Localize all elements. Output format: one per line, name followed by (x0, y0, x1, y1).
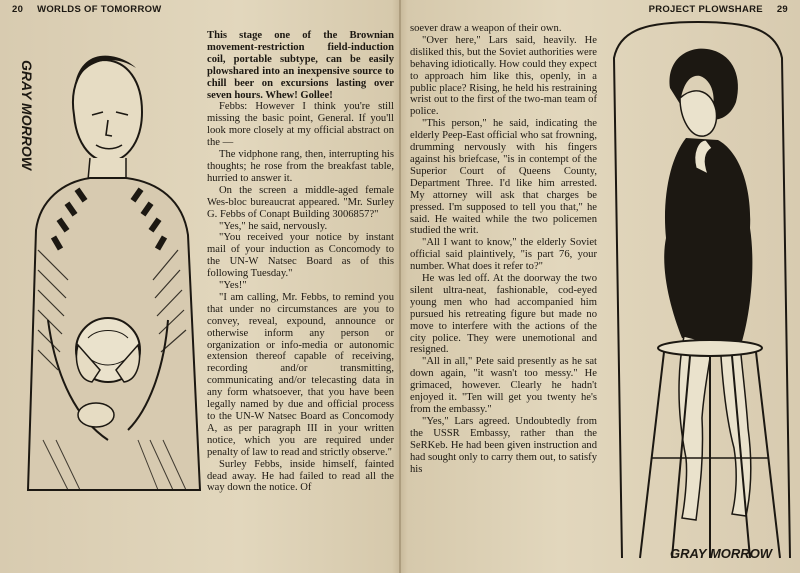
right-illustration (600, 18, 796, 570)
right-page-header (649, 4, 788, 15)
left-page-header (12, 4, 162, 15)
left-paragraph: "Yes!" (219, 280, 247, 292)
man-with-sphere-drawing (8, 20, 208, 570)
right-paragraph: soever draw a weapon of their own. (410, 23, 562, 34)
right-running-head: PROJECT PLOWSHARE (648, 4, 763, 15)
left-page-number: 20 (12, 4, 24, 15)
right-paragraph: "All I want to know," the elderly Soviet official said plaintively, "is part 76, your number. What does it refer to?" (410, 237, 597, 273)
right-paragraph: "Yes," Lars agreed. Undoubtedly from the USSR Embassy, rather than the SeRKeb. He had been given instruction and had sought only to carry them out, to satisfy his (410, 415, 597, 475)
right-paragraph: "All in all," Pete said presently as he sat down again, "it wasn't too messy." He grimaced, however. Clearly he hadn't enjoyed it. "Ten will get you twenty he's from the embassy." (410, 356, 597, 415)
right-paragraph: He was led off. At the doorway the two silent ultra-neat, fashionable, cod-eyed young men who had accompanied him pursued his retreating figure but made no move to interfere with the actions of the city police. They were unemotional and resigned. (410, 273, 597, 356)
left-paragraph: On the screen a middle-aged female Wes-bloc bureaucrat appeared. "Mr. Surley G. Febbs of Conapt Building 3006857?" (207, 184, 394, 220)
right-page-number: 29 (776, 4, 788, 15)
right-paragraph: "Over here," Lars said, heavily. He disliked this, but the Soviet authorities were behaving idiotically. How could they expect to approach him like this, openly, in a public place? Rising, he held his restraining wrist out to the first of the two-man team of police. (410, 34, 598, 118)
right-paragraph: "This person," he said, indicating the elderly Peep-East official who sat frowning, drumming nervously with his fingers against his briefcase, "is in contempt of the Superior Court of Queens County, Department Three. I'd like him arrested. My attorney will ask that charges be pressed. I'm supposed to tell you that," he said. He waited while the two policemen studied the writ. (410, 118, 597, 237)
left-paragraph: Febbs: However I think you're still missing the basic point, General. If you'll look more closely at my official abstract on the — (207, 101, 394, 149)
seated-woman-drawing (600, 18, 796, 570)
left-paragraph: This stage one of the Brownian movement-restriction field-induction coil, portable subtype, can be easily plowshared into an inexpensive source to chill beer on excursions lasting over seven hours. Whew! Gollee! (207, 30, 394, 101)
left-paragraph: "Yes," he said, nervously. (219, 220, 328, 232)
left-paragraph: The vidphone rang, then, interrupting his thoughts; he rose from the breakfast table, hurried to answer it. (207, 149, 394, 184)
left-illustration (8, 20, 208, 570)
left-paragraph: "I am calling, Mr. Febbs, to remind you that under no circumstances are you to convey, reveal, expound, announce or otherwise inform any person or organization or info-media or autonomic extension thereof capable of receiving, recording and/or transmitting, communicating and/or telecasting data in any form whatsoever, that you have been legally named by due and official process to the UN-W Natsec Board as Concomody A, as per paragraph III in your written notice, which you are required under penalty of law to read and strictly observe." (207, 291, 394, 458)
left-text-column (207, 30, 394, 494)
left-paragraph: Surley Febbs, inside himself, fainted dead away. He had failed to read all the way down the notice. Of (207, 458, 394, 494)
right-illustration-signature: GRAY MORROW (670, 546, 773, 561)
left-paragraph: "You received your notice by instant mail of your induction as Concomody to the UN-W Natsec Board as of this following Tuesday." (207, 232, 394, 280)
page-gutter (399, 0, 401, 573)
right-text-column (410, 23, 597, 475)
left-running-head: WORLDS OF TOMORROW (37, 4, 162, 15)
left-illustration-signature: GRAY MORROW (19, 60, 35, 170)
